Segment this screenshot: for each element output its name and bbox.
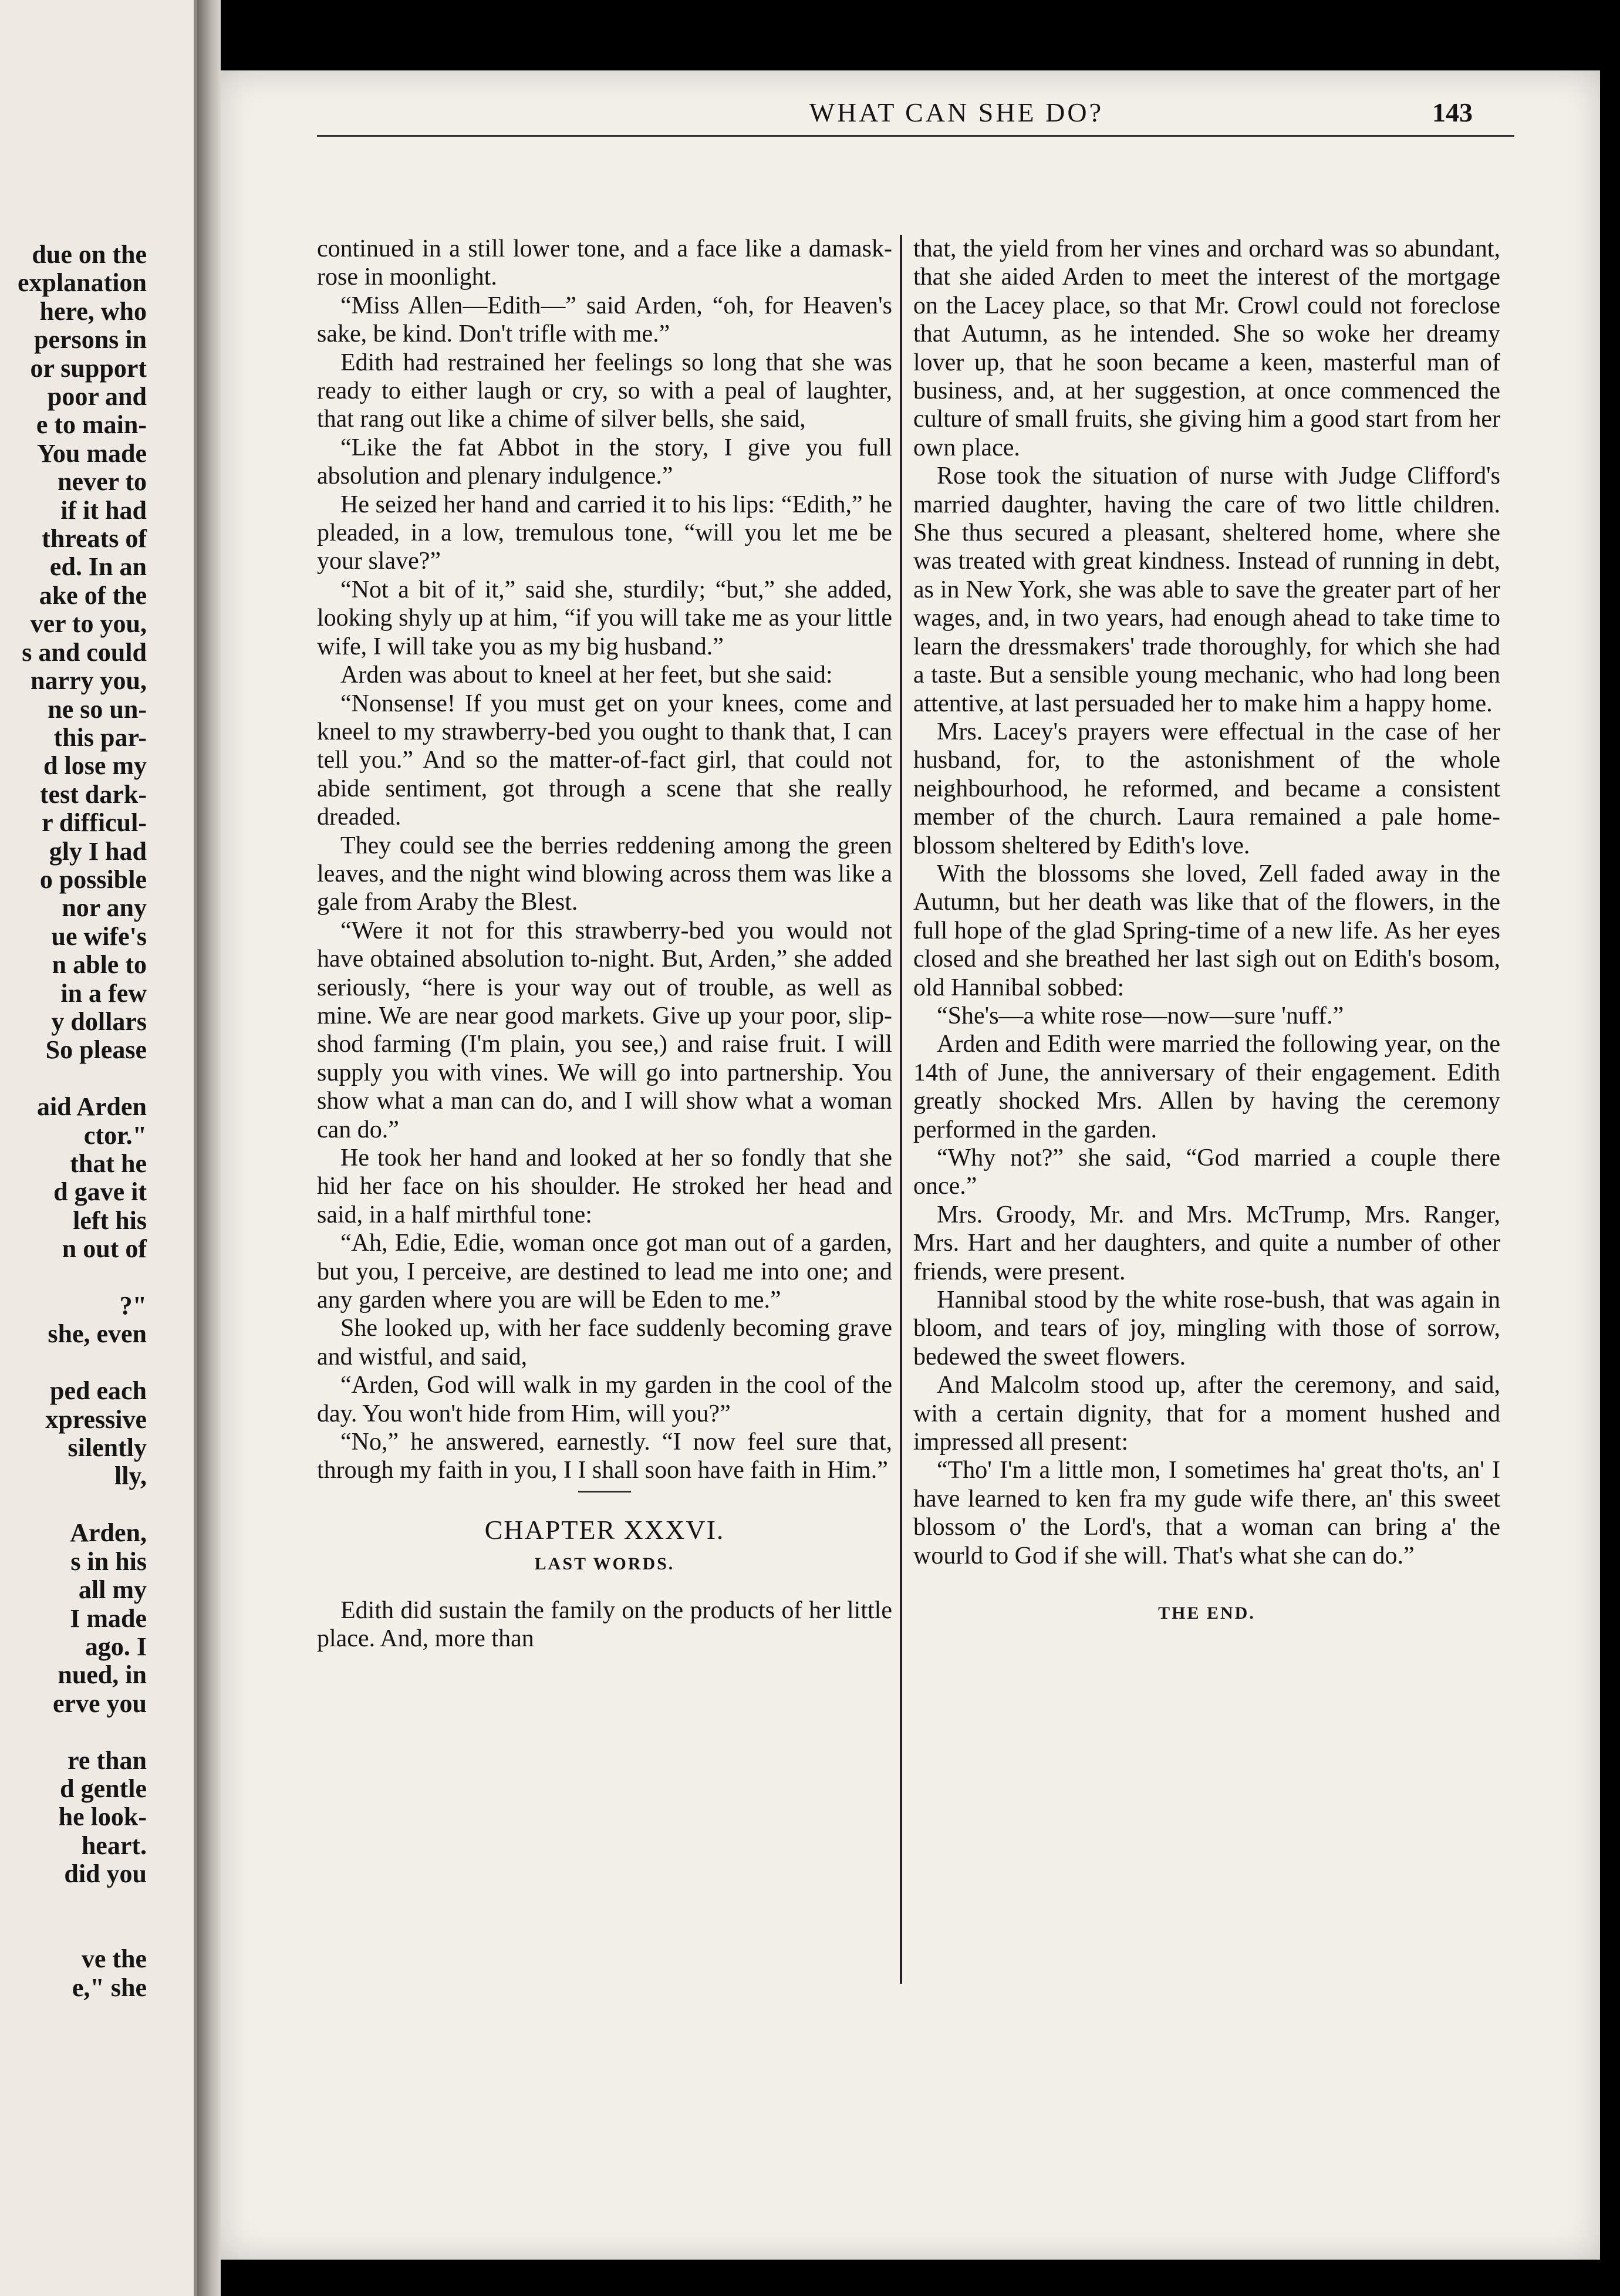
paragraph: She looked up, with her face suddenly becoming grave and wistful, and said, xyxy=(317,1315,892,1370)
paragraph: “She's—a white rose—now—sure 'nuff.” xyxy=(937,1002,1344,1029)
column-divider xyxy=(900,235,902,1984)
the-end: THE END. xyxy=(1158,1603,1256,1623)
running-head: WHAT CAN SHE DO? xyxy=(809,97,1103,127)
paragraph: Edith did sustain the family on the products of her little place. And, more than xyxy=(317,1596,892,1653)
paragraph: “Not a bit of it,” said she, sturdily; “but,” she added, looking shyly up at him, “if you will take me as your little wife, I will take you as my big husband.” xyxy=(317,576,892,660)
header-rule xyxy=(317,135,1514,137)
paragraph: Rose took the situation of nurse with Judge Clifford's married daughter, having the care of two little children. She thus secured a pleasant, sheltered home, where she was treated with great kindness. Instead of running in debt, as in New York, she was able to save the greater part of her wages, and, in two years, had enough ahead to take time to learn the dressmakers' trade thoroughly, for which she had a taste. But a sensible young mechanic, who had long been attentive, at last persuaded her to make him a happy home. xyxy=(913,462,1500,717)
chapter-title: CHAPTER XXXVI. xyxy=(484,1514,725,1545)
paragraph: “Ah, Edie, Edie, woman once got man out of a garden, but you, I perceive, are destined to lead me into one; and any garden where you are will be Eden to me.” xyxy=(317,1230,892,1314)
paragraph: They could see the berries reddening among the green leaves, and the night wind blowing across them was like a gale from Araby the Blest. xyxy=(317,832,892,916)
left-page-text-fragment: due on the explanation here, who persons in or support poor and e to main- You made never to if it had threats of ed. In an ake of the ver to you, s and could narry you, ne so un- this par- d lose my test dark- r difficul- gly I had o possible nor any ue wife's n able to in a few y dollars So please aid Arden ctor." that he d gave it left his n out of ?" she, even ped each xpressive silently lly, Arden, s in his all my I made ago. I nued, in erve you re than d gentle he look- heart. did you ve the e," she xyxy=(17,240,147,2002)
paragraph: “Nonsense! If you must get on your knees, come and kneel to my strawberry-bed you ought to thank that, I can tell you.” And so the matter-of-fact girl, that could not abide sentiment, got through a scene that she really dreaded. xyxy=(317,690,892,831)
paragraph: Hannibal stood by the white rose-bush, that was again in bloom, and tears of joy, mingling with those of sorrow, bedewed the sweet flowers. xyxy=(913,1287,1500,1370)
paragraph: “Miss Allen—Edith—” said Arden, “oh, for Heaven's sake, be kind. Don't trifle with me.” xyxy=(317,292,892,348)
column-1-paragraphs-before xyxy=(317,235,892,1485)
paragraph: “Arden, God will walk in my garden in the cool of the day. You won't hide from Him, will you?” xyxy=(317,1372,892,1427)
paragraph: that, the yield from her vines and orchard was so abundant, that she aided Arden to meet the interest of the mortgage on the Lacey place, so that Mr. Crowl could not foreclose that Autumn, as he intended. She so woke her dreamy lover up, that he soon became a keen, masterful man of business, and, at her suggestion, at once commenced the culture of small fruits, she giving him a good start from her own place. xyxy=(913,235,1500,461)
page-number: 143 xyxy=(1432,97,1473,127)
paragraph: continued in a still lower tone, and a face like a damask-rose in moonlight. xyxy=(317,235,892,291)
paragraph: Arden and Edith were married the following year, on the 14th of June, the anniversary of their engagement. Edith greatly shocked Mrs. Allen by having the ceremony performed in the garden. xyxy=(913,1031,1500,1143)
paragraph: “No,” he answered, earnestly. “I now feel sure that, through my faith in you, I I shall soon have faith in Him.” xyxy=(317,1429,892,1484)
paragraph: Mrs. Lacey's prayers were effectual in the case of her husband, for, to the astonishment of the whole neighbourhood, he reformed, and became a consistent member of the church. Laura remained a pale home-blossom sheltered by Edith's love. xyxy=(913,718,1500,859)
paragraph: Edith had restrained her feelings so long that she was ready to either laugh or cry, so with a peal of laughter, that rang out like a chime of silver bells, she said, xyxy=(317,349,892,433)
chapter-rule xyxy=(578,1491,631,1493)
paragraph: “Were it not for this strawberry-bed you would not have obtained absolution to-night. But, Arden,” she added seriously, “here is your way out of trouble, as well as mine. We are near good markets. Give up your poor, slip-shod farming (I'm plain, you see,) and raise fruit. I will supply you with vines. We will go into partnership. You show what a man can do, and I will show what a woman can do.” xyxy=(317,917,892,1143)
paragraph: Mrs. Groody, Mr. and Mrs. McTrump, Mrs. Ranger, Mrs. Hart and her daughters, and quite a number of other friends, were present. xyxy=(913,1201,1500,1285)
text-column-2 xyxy=(913,235,1500,1628)
text-column-1 xyxy=(317,235,892,1653)
paragraph: And Malcolm stood up, after the ceremony, and said, with a certain dignity, that for a moment hushed and impressed all present: xyxy=(913,1372,1500,1456)
left-page-edge xyxy=(0,0,197,2296)
paragraph: He took her hand and looked at her so fondly that she hid her face on his shoulder. He stroked her head and said, in a half mirthful tone: xyxy=(317,1144,892,1228)
paragraph: “Tho' I'm a little mon, I sometimes ha' great tho'ts, an' I have learned to ken fra my gude wife there, an' this sweet blossom o' the Lord's, that a woman can bring a' the wourld to God if she will. That's what she can do.” xyxy=(913,1457,1500,1569)
chapter-subtitle: LAST WORDS. xyxy=(534,1554,675,1574)
paragraph: “Why not?” she said, “God married a couple there once.” xyxy=(913,1144,1500,1200)
book-gutter xyxy=(197,0,221,2296)
paragraph: “Like the fat Abbot in the story, I give you full absolution and plenary indulgence.” xyxy=(317,434,892,490)
paragraph: He seized her hand and carried it to his lips: “Edith,” he pleaded, in a low, tremulous tone, “will you let me be your slave?” xyxy=(317,491,892,575)
paragraph: Arden was about to kneel at her feet, but she said: xyxy=(340,661,833,689)
paragraph: With the blossoms she loved, Zell faded away in the Autumn, but her death was like that of the flowers, in the full hope of the glad Spring-time of a new life. As her eyes closed and she breathed her last sigh out on Edith's bosom, old Hannibal sobbed: xyxy=(913,860,1500,1001)
